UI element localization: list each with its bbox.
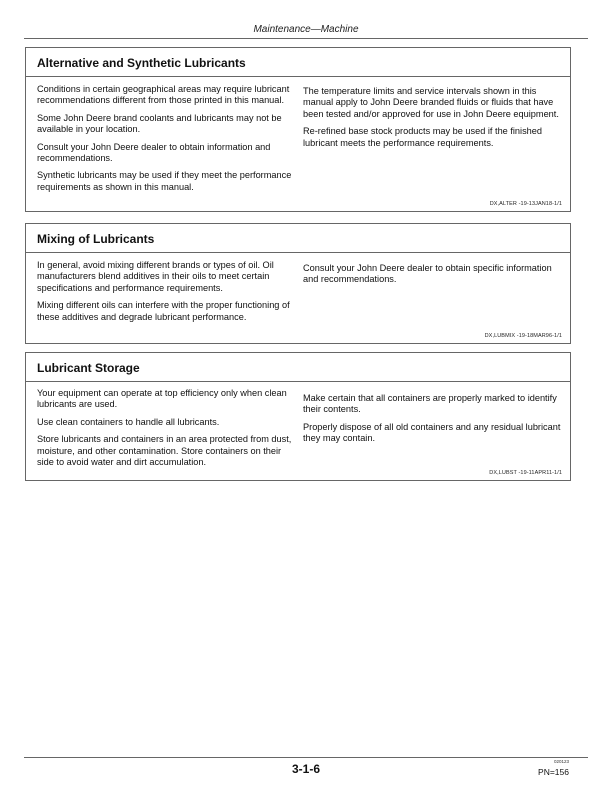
page-number: 3-1-6: [291, 762, 320, 776]
section-mixing-of-lubricants: [25, 223, 571, 344]
paragraph: Properly dispose of all old containers and any residual lubricant they may contain.: [303, 421, 561, 444]
reference-code: DX,LUBST -19-11APR11-1/1: [489, 470, 562, 476]
paragraph: In general, avoid mixing different brands or types of oil. Oil manufacturers blend additives in their oils to meet certain specifications and performance requirements.: [37, 260, 274, 293]
paragraph: The temperature limits and service intervals shown in this manual apply to John Deere branded fluids or fluids that have been tested and/or approved for use in John Deere equipment.: [303, 86, 559, 119]
section-lubricant-storage: [25, 352, 571, 481]
left-column: [37, 388, 297, 474]
header-divider: [24, 38, 588, 39]
paragraph: Mixing different oils can interfere with the proper functioning of these additives and degrade lubricant performance.: [37, 300, 290, 322]
paragraph: Consult your John Deere dealer to obtain specific information and recommendations.: [303, 263, 552, 285]
paragraph: Re-refined base stock products may be used if the finished lubricant meets the performance requirements.: [303, 126, 543, 148]
section-title: Lubricant Storage: [37, 361, 140, 375]
paragraph: Make certain that all containers are properly marked to identify their contents.: [303, 393, 557, 415]
section-alternative-synthetic-lubricants: [25, 47, 571, 212]
paragraph: Store lubricants and containers in an area protected from dust, moisture, and other contamination. Store containers on their side to avoid water and dirt accumulation.: [37, 434, 292, 468]
right-column: [303, 86, 563, 155]
section-divider: [26, 252, 570, 253]
section-title: Alternative and Synthetic Lubricants: [37, 56, 246, 70]
right-column: [303, 263, 563, 292]
paragraph: Use clean containers to handle all lubricants.: [37, 416, 220, 427]
paragraph: Some John Deere brand coolants and lubricants may not be available in your location.: [37, 112, 282, 135]
pn-label: PN=156: [538, 767, 569, 777]
section-divider: [26, 381, 570, 382]
section-divider: [26, 76, 570, 77]
paragraph: Synthetic lubricants may be used if they meet the performance requirements as shown in this manual.: [37, 170, 292, 192]
section-title: Mixing of Lubricants: [37, 232, 155, 246]
paragraph: Your equipment can operate at top efficiency only when clean lubricants are used.: [37, 388, 287, 410]
left-column: [37, 84, 297, 199]
reference-code: DX,ALTER -19-13JAN18-1/1: [489, 201, 562, 207]
reference-code: DX,LUBMIX -19-18MAR96-1/1: [484, 333, 562, 339]
paragraph: Consult your John Deere dealer to obtain information and recommendations.: [37, 141, 271, 164]
paragraph: Conditions in certain geographical areas may require lubricant recommendations different from those printed in this manual.: [37, 84, 290, 106]
footer-divider: [24, 757, 588, 758]
right-column: [303, 393, 563, 451]
footer-code: 020123: [553, 759, 569, 764]
left-column: [37, 260, 297, 329]
running-header: Maintenance—Machine: [253, 24, 359, 35]
